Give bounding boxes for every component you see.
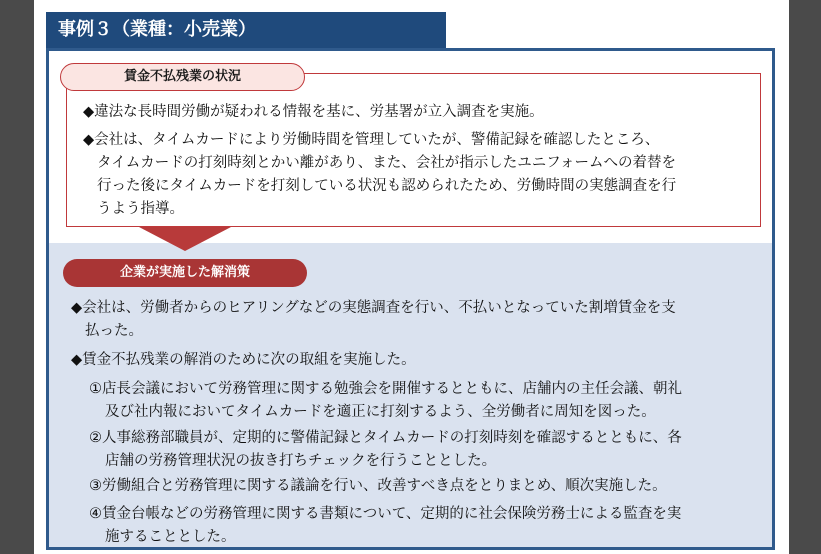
document-page [34, 0, 789, 554]
measure-item-2-line-2: 店舗の労務管理状況の抜き打ちチェックを行うこととした。 [105, 453, 497, 469]
measure-item-2 [89, 427, 682, 473]
measure-item-3-line-1: ③労働組合と労務管理に関する議論を行い、改善すべき点をとりまとめ、順次実施した。 [89, 478, 667, 494]
measure-item-1-line-1: ①店長会議において労務管理に関する勉強会を開催するとともに、店舗内の主任会議、朝礼 [89, 381, 682, 397]
measure-item-3 [89, 475, 667, 498]
arrow-down-icon [139, 227, 231, 251]
measure-item-1-line-2: 及び社内報においてタイムカードを適正に打刻するよう、全労働者に周知を図った。 [105, 404, 656, 420]
situation-bullet-2 [83, 129, 676, 221]
resolution-bullet-1-line-2: 払った。 [85, 323, 143, 339]
situation-label: 賃金不払残業の状況 [60, 63, 305, 91]
situation-bullet-2-line-3: 行った後にタイムカードを打刻している状況も認められたため、労働時間の実態調査を行 [97, 178, 677, 194]
resolution-bullet-1-line-1: ◆会社は、労働者からのヒアリングなどの実態調査を行い、不払いとなっていた割増賃金を支 [71, 300, 676, 316]
measure-item-2-line-1: ②人事総務部職員が、定期的に警備記録とタイムカードの打刻時刻を確認するとともに、各 [89, 430, 682, 446]
measure-item-4-line-1: ④賃金台帳などの労務管理に関する書類について、定期的に社会保険労務士による監査を実 [89, 506, 682, 522]
situation-bullet-2-line-4: うよう指導。 [97, 201, 184, 217]
case-box [46, 48, 775, 550]
measure-item-4 [89, 503, 681, 549]
resolution-label: 企業が実施した解消策 [63, 259, 307, 287]
situation-bullet-2-line-1: ◆会社は、タイムカードにより労働時間を管理していたが、警備記録を確認したところ、 [83, 132, 660, 148]
resolution-bullet-2: ◆賃金不払残業の解消のために次の取組を実施した。 [71, 352, 416, 368]
case-title: 事例３（業種：小売業） [46, 12, 446, 48]
measure-item-4-line-2: 施することとした。 [105, 529, 236, 545]
situation-bullet-2-line-2: タイムカードの打刻時刻とかい離があり、また、会社が指示したユニフォームへの着替を [97, 155, 676, 171]
measure-item-1 [89, 378, 682, 424]
situation-bullet-1: ◆違法な長時間労働が疑われる情報を基に、労基署が立入調査を実施。 [83, 104, 544, 120]
resolution-bullet-1 [71, 297, 676, 343]
